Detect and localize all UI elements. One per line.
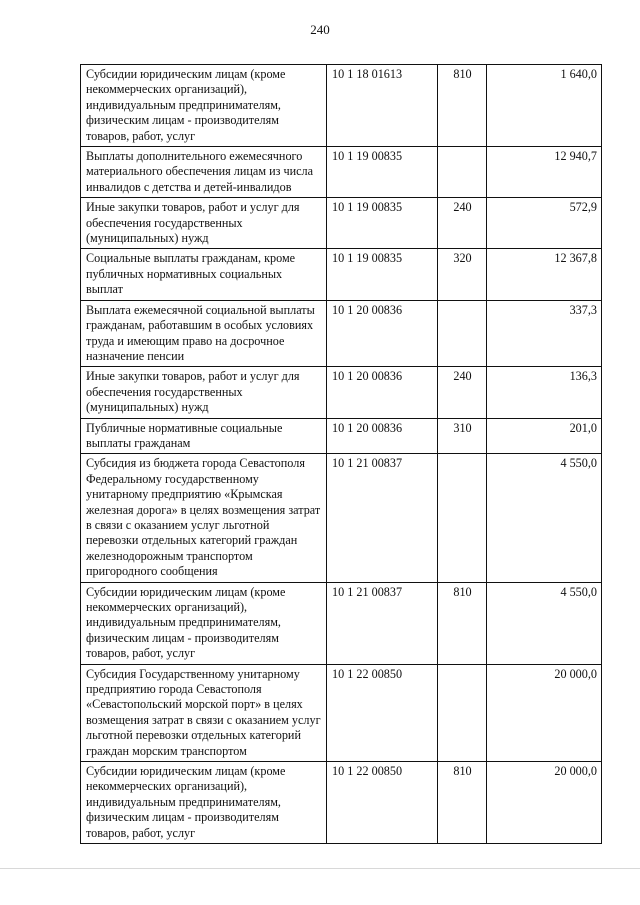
expense-type-cell — [438, 147, 487, 198]
table-row — [81, 454, 602, 582]
expense-type-cell — [438, 300, 487, 367]
table-row — [81, 762, 602, 844]
target-code-cell: 10 1 19 00835 — [327, 147, 438, 198]
row-name-cell: Субсидии юридическим лицам (кроме некоммерческих организаций), индивидуальным предпринимателям, физическим лицам - производителям товаров, работ, услуг — [81, 762, 327, 844]
table-row — [81, 198, 602, 249]
target-code-cell: 10 1 22 00850 — [327, 664, 438, 761]
budget-table — [80, 64, 602, 844]
row-name-cell: Публичные нормативные социальные выплаты гражданам — [81, 418, 327, 454]
amount-cell: 12 367,8 — [487, 249, 602, 300]
amount-cell: 20 000,0 — [487, 762, 602, 844]
table-row — [81, 147, 602, 198]
amount-cell: 1 640,0 — [487, 65, 602, 147]
row-name-cell: Социальные выплаты гражданам, кроме публичных нормативных социальных выплат — [81, 249, 327, 300]
target-code-cell: 10 1 21 00837 — [327, 582, 438, 664]
scan-edge-line — [0, 868, 640, 869]
target-code-cell: 10 1 20 00836 — [327, 367, 438, 418]
expense-type-cell: 810 — [438, 65, 487, 147]
table-row — [81, 582, 602, 664]
target-code-cell: 10 1 21 00837 — [327, 454, 438, 582]
row-name-cell: Субсидия из бюджета города Севастополя Федеральному государственному унитарному предприятию «Крымская железная дорога» в целях возмещения затрат в связи с оказанием услуг льготной перевозки отдельных категорий граждан железнодорожным транспортом пригородного сообщения — [81, 454, 327, 582]
target-code-cell: 10 1 18 01613 — [327, 65, 438, 147]
table-row — [81, 65, 602, 147]
expense-type-cell: 240 — [438, 367, 487, 418]
amount-cell: 136,3 — [487, 367, 602, 418]
amount-cell: 201,0 — [487, 418, 602, 454]
row-name-cell: Выплата ежемесячной социальной выплаты гражданам, работавшим в особых условиях труда и имеющим право на досрочное назначение пенсии — [81, 300, 327, 367]
table-row — [81, 249, 602, 300]
row-name-cell: Выплаты дополнительного ежемесячного материального обеспечения лицам из числа инвалидов с детства и детей-инвалидов — [81, 147, 327, 198]
page-number: 240 — [310, 22, 330, 37]
row-name-cell: Иные закупки товаров, работ и услуг для обеспечения государственных (муниципальных) нужд — [81, 367, 327, 418]
expense-type-cell: 810 — [438, 762, 487, 844]
table-row — [81, 367, 602, 418]
expense-type-cell: 810 — [438, 582, 487, 664]
amount-cell: 4 550,0 — [487, 454, 602, 582]
amount-cell: 572,9 — [487, 198, 602, 249]
row-name-cell: Субсидии юридическим лицам (кроме некоммерческих организаций), индивидуальным предпринимателям, физическим лицам - производителям товаров, работ, услуг — [81, 65, 327, 147]
amount-cell: 337,3 — [487, 300, 602, 367]
target-code-cell: 10 1 20 00836 — [327, 418, 438, 454]
row-name-cell: Субсидия Государственному унитарному предприятию города Севастополя «Севастопольский морской порт» в целях возмещения затрат в связи с оказанием услуг льготной перевозки отдельных категорий граждан морским транспортом — [81, 664, 327, 761]
table-row — [81, 300, 602, 367]
amount-cell: 20 000,0 — [487, 664, 602, 761]
table-row — [81, 418, 602, 454]
row-name-cell: Субсидии юридическим лицам (кроме некоммерческих организаций), индивидуальным предпринимателям, физическим лицам - производителям товаров, работ, услуг — [81, 582, 327, 664]
table-row — [81, 664, 602, 761]
target-code-cell: 10 1 20 00836 — [327, 300, 438, 367]
expense-type-cell: 320 — [438, 249, 487, 300]
target-code-cell: 10 1 19 00835 — [327, 198, 438, 249]
row-name-cell: Иные закупки товаров, работ и услуг для обеспечения государственных (муниципальных) нужд — [81, 198, 327, 249]
amount-cell: 4 550,0 — [487, 582, 602, 664]
amount-cell: 12 940,7 — [487, 147, 602, 198]
expense-type-cell — [438, 664, 487, 761]
expense-type-cell: 240 — [438, 198, 487, 249]
target-code-cell: 10 1 19 00835 — [327, 249, 438, 300]
expense-type-cell: 310 — [438, 418, 487, 454]
target-code-cell: 10 1 22 00850 — [327, 762, 438, 844]
expense-type-cell — [438, 454, 487, 582]
